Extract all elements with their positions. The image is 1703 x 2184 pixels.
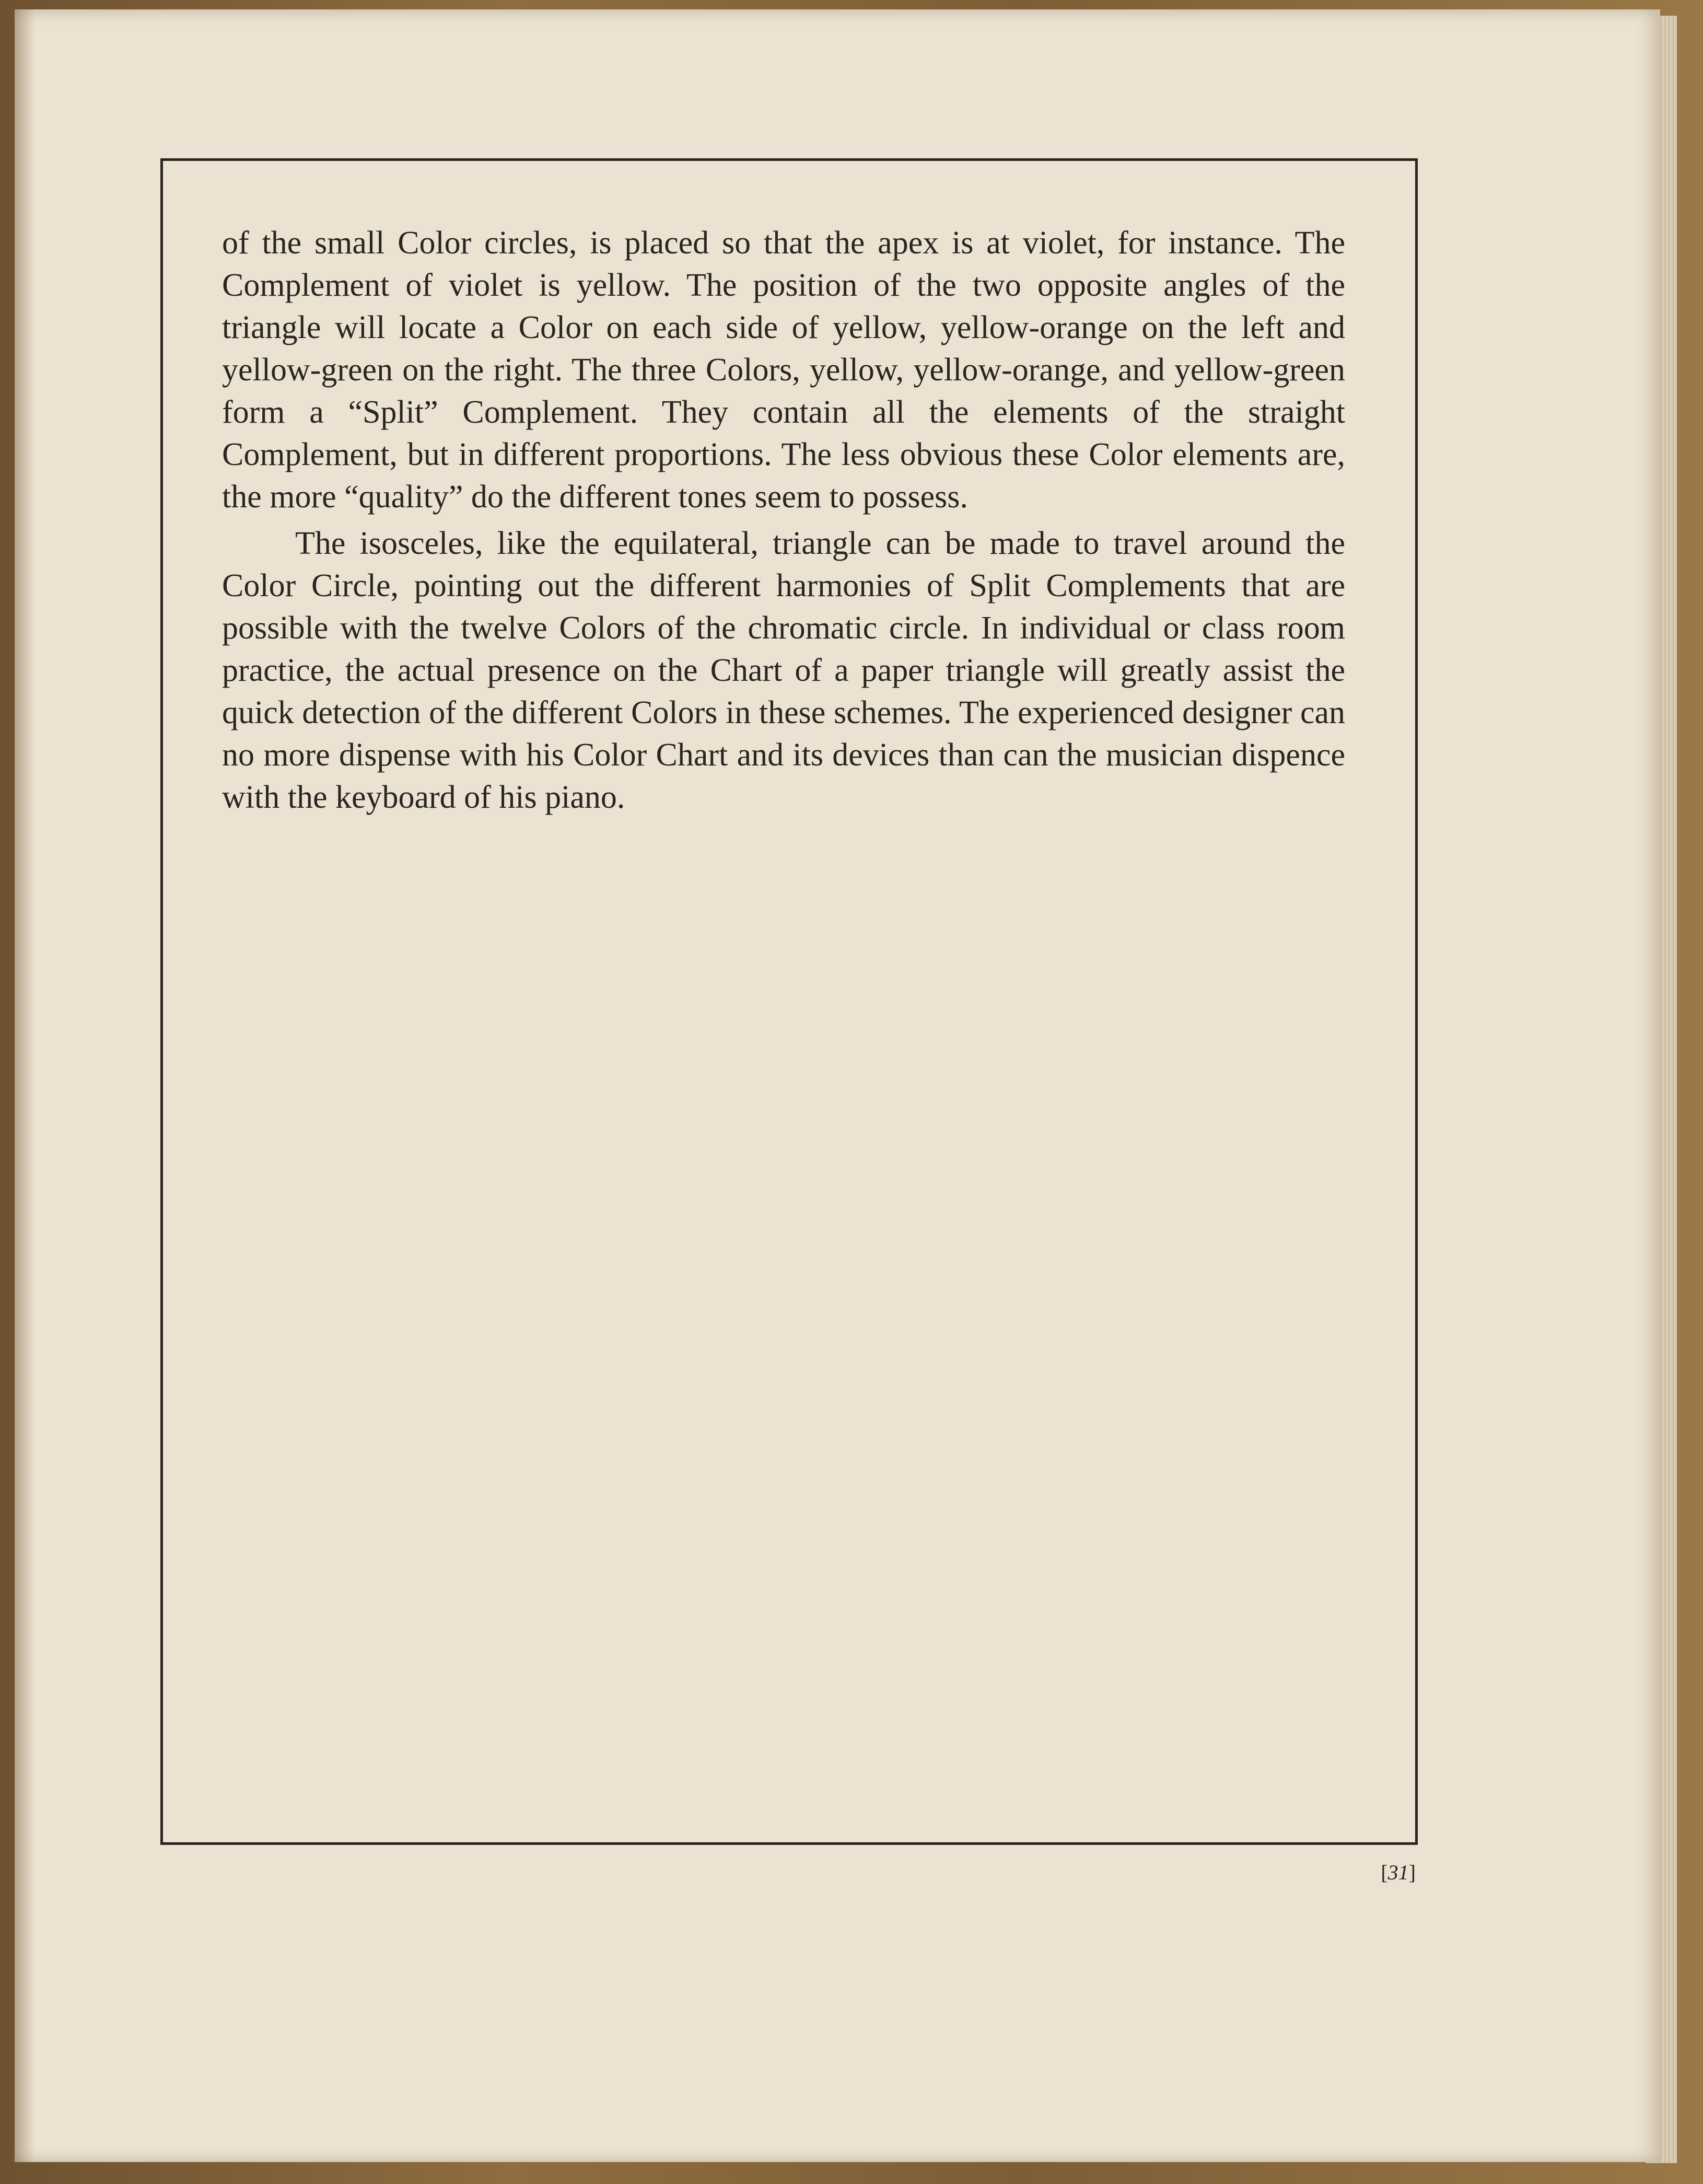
body-text (222, 222, 1345, 819)
spine-shadow (15, 9, 36, 2162)
page-number-close-bracket: ] (1408, 1861, 1416, 1884)
paragraph-2: The isosceles, like the equilateral, triangle can be made to travel around the Color Circle, pointing out the different harmonies of Split Complements that are possible with the twelve Colors of the chromatic circle. In individual or class room practice, the actual presence on the Chart of a paper triangle will greatly assist the quick detection of the different Colors in these schemes. The experienced designer can no more dispense with his Color Chart and its devices than can the musician dispence with the keyboard of his piano. (222, 526, 1345, 815)
page-number (1374, 1860, 1416, 1885)
paragraph-1: of the small Color circles, is placed so that the apex is at violet, for instance. The Complement of violet is yellow. The position of the two opposite angles of the triangle will locate a Color on each side of yellow, yellow-orange on the left and yellow-green on the right. The three Colors, yellow, yellow-orange, and yellow-green form a “Split” Complement. They contain all the elements of the straight Complement, but in different proportions. The less obvious these Color elements are, the more “quality” do the different tones seem to possess. (222, 225, 1345, 515)
page-number-value: 31 (1387, 1861, 1409, 1884)
page-number-open-bracket: [ (1381, 1861, 1388, 1884)
